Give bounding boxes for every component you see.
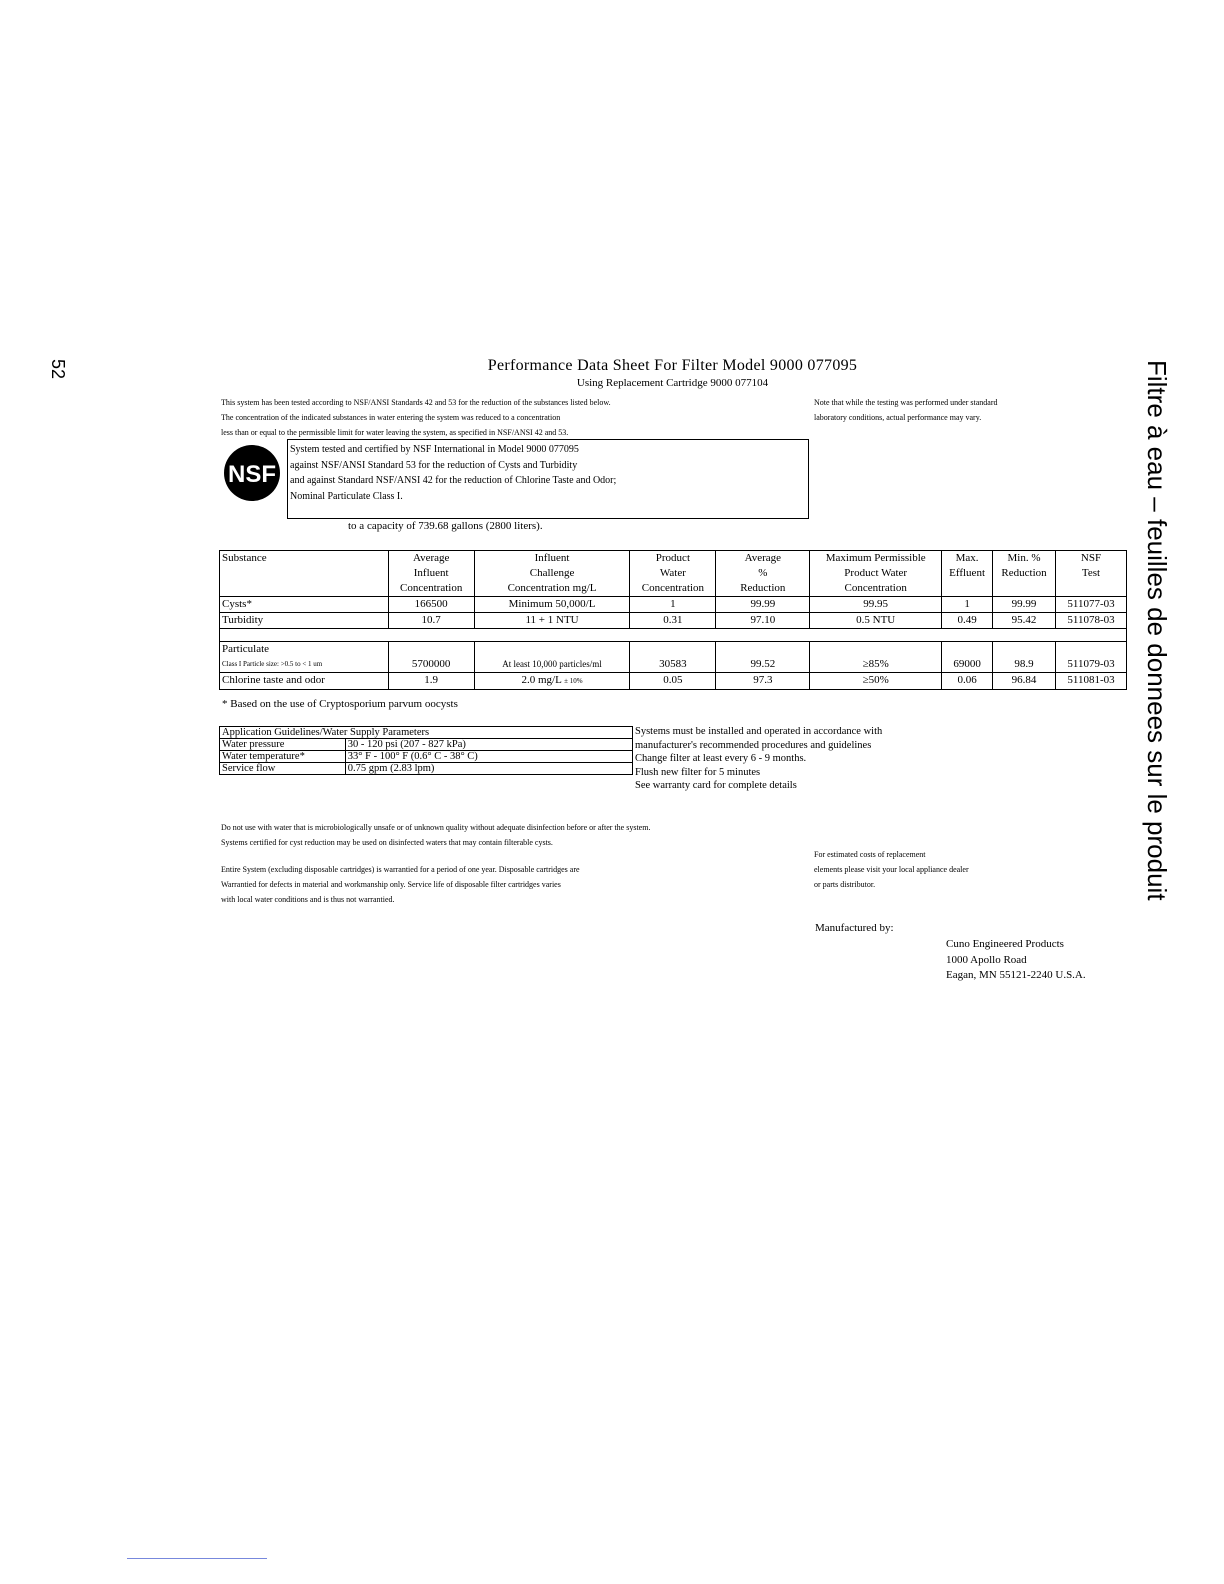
table-cell: 0.31 xyxy=(630,613,716,629)
estimate-line: For estimated costs of replacement xyxy=(814,850,926,859)
particulate-name: Particulate xyxy=(222,643,270,655)
header-cell: Maximum Permissible Product Water Concentration xyxy=(810,551,942,597)
table-cell: 96.84 xyxy=(993,673,1056,690)
instruction-line: Systems must be installed and operated in accordance with xyxy=(635,726,883,737)
particulate-class-note: Class I Particle size: >0.5 to < 1 um xyxy=(222,660,323,668)
table-cell: 97.3 xyxy=(716,673,810,690)
manufacturer-label: Manufactured by: xyxy=(815,922,894,934)
replacement-cost-note xyxy=(814,847,969,892)
header-cell: Influent Challenge Concentration mg/L xyxy=(474,551,630,597)
guidelines-table xyxy=(219,726,633,775)
table-spacer-cell xyxy=(220,629,1127,642)
instruction-line: Change filter at least every 6 - 9 months. xyxy=(635,753,807,764)
header-cell: Min. % Reduction xyxy=(993,551,1056,597)
chlorine-challenge: 2.0 mg/L xyxy=(521,674,562,686)
table-spacer-row xyxy=(220,629,1127,642)
note-line: laboratory conditions, actual performance may vary. xyxy=(814,413,982,422)
guideline-value: 33° F - 100° F (0.6° C - 38° C) xyxy=(345,751,632,763)
header-cell: Max. Effluent xyxy=(942,551,993,597)
lab-note xyxy=(814,395,1114,425)
performance-table xyxy=(219,550,1127,690)
table-cell: ≥50% xyxy=(810,673,942,690)
table-cell: 0.06 xyxy=(942,673,993,690)
table-cell: 0.5 NTU xyxy=(810,613,942,629)
note-line: Note that while the testing was performed under standard xyxy=(814,398,998,407)
table-cell: 99.95 xyxy=(810,597,942,613)
header-cell: Average Influent Concentration xyxy=(388,551,474,597)
header-cell: NSF Test xyxy=(1056,551,1127,597)
header-cell: Average % Reduction xyxy=(716,551,810,597)
table-row-particulate xyxy=(220,642,1127,673)
guideline-label: Service flow xyxy=(220,763,346,775)
guidelines-row xyxy=(220,751,633,763)
table-cell: 511081-03 xyxy=(1056,673,1127,690)
certification-box xyxy=(287,439,809,519)
intro-text xyxy=(221,395,811,440)
warranty-line: Warrantied for defects in material and workmanship only. Service life of disposable filter cartridges varies xyxy=(221,880,561,889)
disclaimer-line: Do not use with water that is microbiologically unsafe or of unknown quality without adequate disinfection before or after the system. xyxy=(221,823,651,832)
manufacturer-city: Eagan, MN 55121-2240 U.S.A. xyxy=(946,969,1086,981)
instruction-line: See warranty card for complete details xyxy=(635,780,797,791)
guidelines-title-row xyxy=(220,727,633,739)
chlorine-tolerance: ± 10% xyxy=(564,677,583,685)
table-cell: 99.99 xyxy=(716,597,810,613)
estimate-line: elements please visit your local appliance dealer xyxy=(814,865,969,874)
nsf-logo-text: NSF xyxy=(228,461,276,488)
table-cell: 0.49 xyxy=(942,613,993,629)
table-cell: 69000 xyxy=(942,642,993,673)
table-cell: 97.10 xyxy=(716,613,810,629)
guidelines-row xyxy=(220,763,633,775)
header-cell: Product Water Concentration xyxy=(630,551,716,597)
table-cell: 1.9 xyxy=(388,673,474,690)
certification-line: against NSF/ANSI Standard 53 for the reduction of Cysts and Turbidity xyxy=(290,459,578,471)
certification-line: Nominal Particulate Class I. xyxy=(290,490,403,502)
warranty-line: with local water conditions and is thus not warrantied. xyxy=(221,895,395,904)
table-cell: 30583 xyxy=(630,642,716,673)
table-cell: 511079-03 xyxy=(1056,642,1127,673)
guidelines-row xyxy=(220,739,633,751)
guideline-value: 0.75 gpm (2.83 lpm) xyxy=(345,763,632,775)
table-row-chlorine xyxy=(220,673,1127,690)
table-cell: 99.52 xyxy=(716,642,810,673)
certification-line: and against Standard NSF/ANSI 42 for the reduction of Chlorine Taste and Odor; xyxy=(290,475,617,486)
water-safety-disclaimer xyxy=(221,820,650,850)
intro-line: less than or equal to the permissible limit for water leaving the system, as specified in NSF/ANSI 42 and 53. xyxy=(221,428,569,437)
instruction-line: Flush new filter for 5 minutes xyxy=(635,766,761,778)
side-title-text: Filtre à eau – feuilles de donnees sur le produit xyxy=(1142,360,1172,901)
page-title: Performance Data Sheet For Filter Model 9000 077095 xyxy=(487,357,858,374)
manufacturer-name: Cuno Engineered Products xyxy=(946,938,1064,950)
table-cell: Chlorine taste and odor xyxy=(220,673,389,690)
table-cell: 10.7 xyxy=(388,613,474,629)
table-cell: ≥85% xyxy=(810,642,942,673)
estimate-line: or parts distributor. xyxy=(814,880,876,889)
table-cell: 95.42 xyxy=(993,613,1056,629)
table-cell: At least 10,000 particles/ml xyxy=(474,642,630,673)
table-cell: 511077-03 xyxy=(1056,597,1127,613)
instruction-line: manufacturer's recommended procedures and guidelines xyxy=(635,739,872,751)
table-cell xyxy=(220,642,389,673)
table-cell: Cysts* xyxy=(220,597,389,613)
table-cell: 1 xyxy=(942,597,993,613)
table-cell: 1 xyxy=(630,597,716,613)
page-number: 52 xyxy=(48,358,68,380)
installation-instructions xyxy=(635,725,882,793)
header-cell: Substance xyxy=(220,551,389,597)
table-cell: 98.9 xyxy=(993,642,1056,673)
table-cell: 5700000 xyxy=(388,642,474,673)
disclaimer-line: Systems certified for cyst reduction may be used on disinfected waters that may contain filterable cysts. xyxy=(221,838,553,847)
table-cell: 11 + 1 NTU xyxy=(474,613,630,629)
nsf-logo xyxy=(223,444,281,502)
manufacturer-address xyxy=(946,937,1086,984)
table-cell xyxy=(474,673,630,690)
warranty-text xyxy=(221,862,580,907)
guideline-value: 30 - 120 psi (207 - 827 kPa) xyxy=(345,739,632,751)
manufacturer-street: 1000 Apollo Road xyxy=(946,953,1027,966)
certification-line: System tested and certified by NSF International in Model 9000 077095 xyxy=(290,444,579,455)
table-cell: 0.05 xyxy=(630,673,716,690)
table-row-turbidity xyxy=(220,613,1127,629)
table-cell: Minimum 50,000/L xyxy=(474,597,630,613)
capacity-text: to a capacity of 739.68 gallons (2800 liters). xyxy=(348,520,543,532)
side-title xyxy=(1137,360,1177,900)
guidelines-title: Application Guidelines/Water Supply Parameters xyxy=(220,727,633,739)
guideline-label: Water pressure xyxy=(220,739,346,751)
table-cell: Turbidity xyxy=(220,613,389,629)
intro-line: The concentration of the indicated substances in water entering the system was reduced to a concentration xyxy=(221,413,561,422)
guideline-label: Water temperature* xyxy=(220,751,346,763)
table-cell: 99.99 xyxy=(993,597,1056,613)
warranty-line: Entire System (excluding disposable cartridges) is warrantied for a period of one year. Disposable cartridges are xyxy=(221,865,580,874)
table-cell: 166500 xyxy=(388,597,474,613)
page-subtitle: Using Replacement Cartridge 9000 077104 xyxy=(576,377,769,389)
footer-rule xyxy=(127,1558,267,1559)
table-header-row xyxy=(220,551,1127,597)
intro-line: This system has been tested according to NSF/ANSI Standards 42 and 53 for the reduction of the substances listed below. xyxy=(221,398,611,407)
table-cell: 511078-03 xyxy=(1056,613,1127,629)
cyst-footnote: * Based on the use of Cryptosporium parvum oocysts xyxy=(222,698,458,710)
table-row-cysts xyxy=(220,597,1127,613)
